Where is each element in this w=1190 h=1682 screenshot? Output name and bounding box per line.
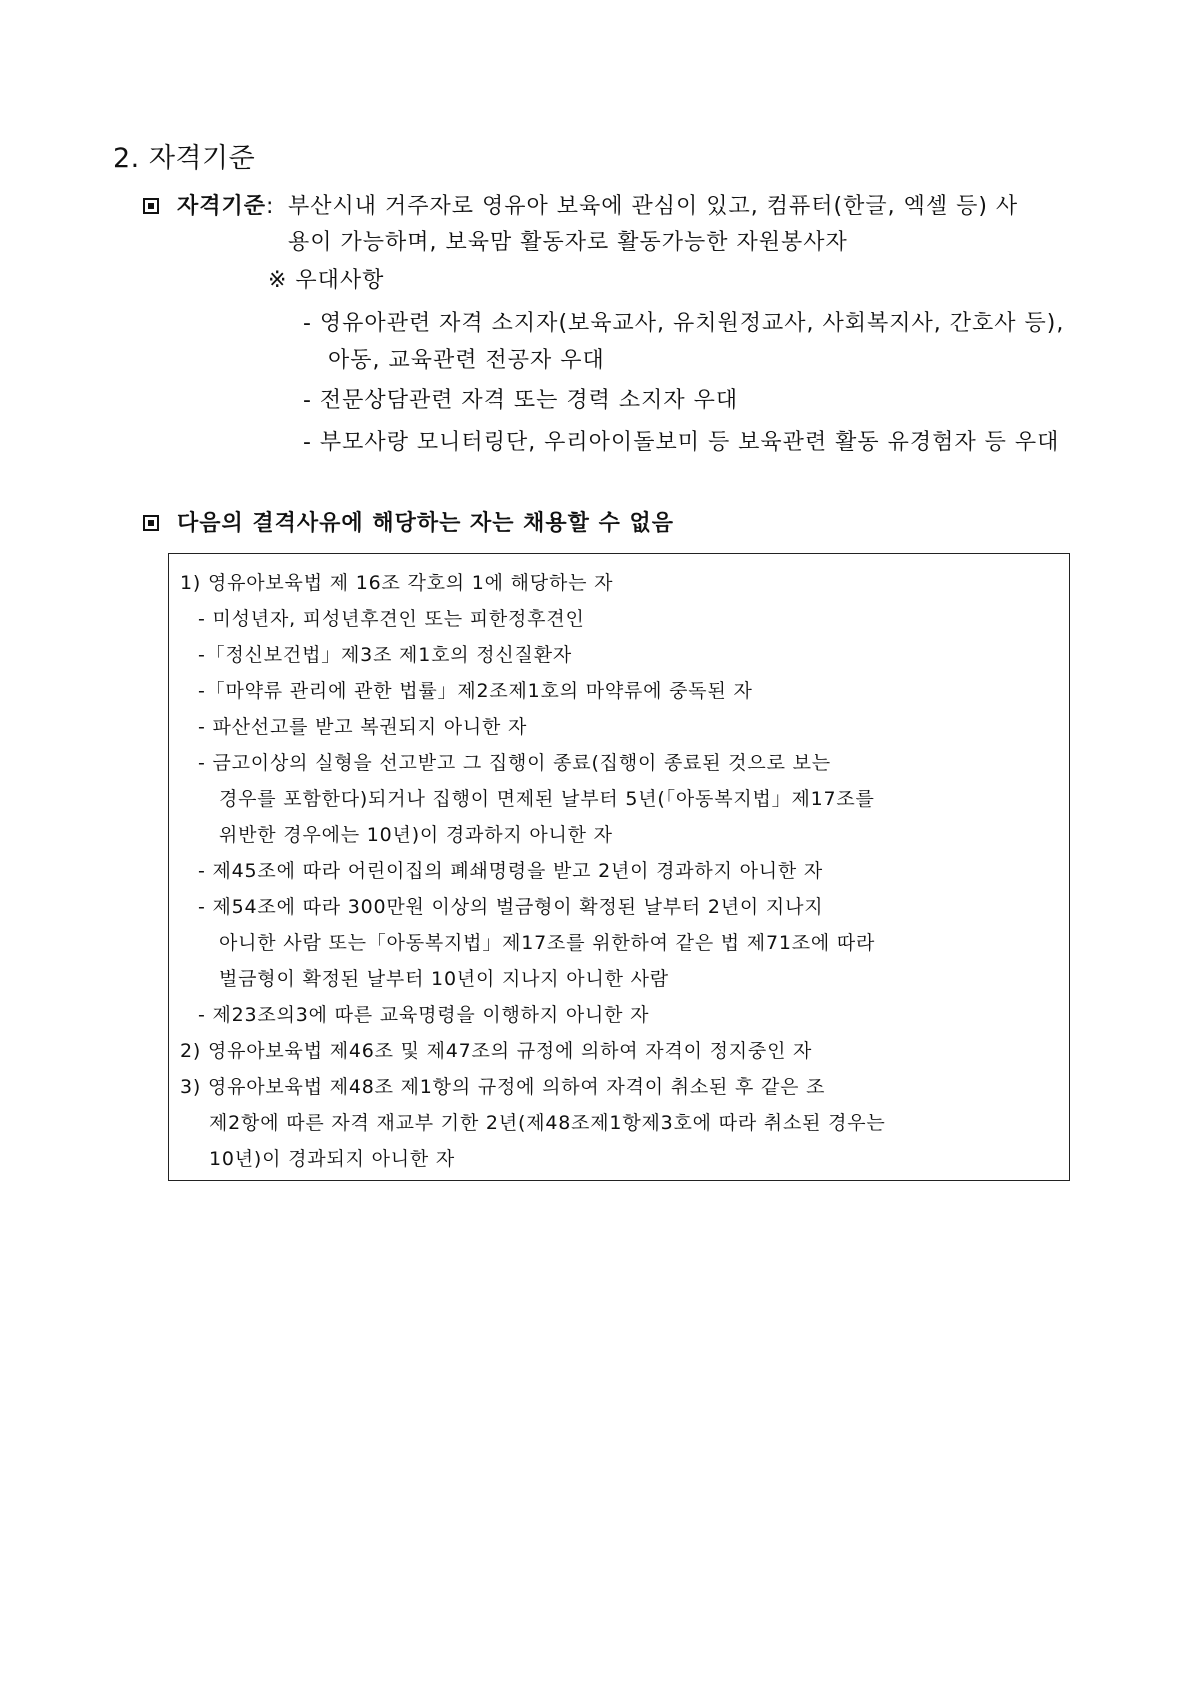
disqualification-line: 제2항에 따른 자격 재교부 기한 2년(제48조제1항제3호에 따라 취소된 경우는 (209, 1112, 886, 1134)
disqualification-line: 10년)이 경과되지 아니한 자 (209, 1148, 456, 1170)
criteria-text-line2: 용이 가능하며, 보육맘 활동자로 활동가능한 자원봉사자 (288, 230, 848, 255)
disqualification-line: 아니한 사람 또는「아동복지법」제17조를 위한하여 같은 법 제71조에 따라 (219, 932, 876, 954)
preference-item: 아동, 교육관련 전공자 우대 (328, 348, 605, 373)
disqualification-heading (143, 506, 674, 537)
disqualification-line: - 금고이상의 실형을 선고받고 그 집행이 종료(집행이 종료된 것으로 보는 (198, 752, 831, 774)
disqualification-line: - 파산선고를 받고 복권되지 아니한 자 (198, 716, 528, 738)
disqualification-line: 위반한 경우에는 10년)이 경과하지 아니한 자 (219, 824, 613, 846)
criteria-row (143, 189, 274, 220)
preference-title: ※ 우대사항 (268, 268, 385, 293)
disqualification-line: 1) 영유아보육법 제 16조 각호의 1에 해당하는 자 (180, 572, 614, 594)
criteria-label: 자격기준 (177, 194, 267, 219)
preference-item: - 전문상담관련 자격 또는 경력 소지자 우대 (303, 388, 739, 413)
boxed-square-icon (143, 515, 159, 531)
disqualification-line: -「정신보건법」제3조 제1호의 정신질환자 (198, 644, 573, 666)
preference-item: - 영유아관련 자격 소지자(보육교사, 유치원정교사, 사회복지사, 간호사 등), (303, 311, 1065, 336)
disqualification-line: 2) 영유아보육법 제46조 및 제47조의 규정에 의하여 자격이 정지중인 자 (180, 1040, 813, 1062)
disqualification-line: 경우를 포함한다)되거나 집행이 면제된 날부터 5년(「아동복지법」제17조를 (219, 788, 875, 810)
disqualification-line: 3) 영유아보육법 제48조 제1항의 규정에 의하여 자격이 취소된 후 같은 조 (180, 1076, 826, 1098)
disqualification-line: -「마약류 관리에 관한 법률」제2조제1호의 마약류에 중독된 자 (198, 680, 753, 702)
disqualification-line: - 제23조의3에 따른 교육명령을 이행하지 아니한 자 (198, 1004, 650, 1026)
criteria-colon: : (266, 194, 275, 219)
criteria-text-line1: 부산시내 거주자로 영유아 보육에 관심이 있고, 컴퓨터(한글, 엑셀 등) 사 (288, 194, 1019, 219)
section-title: 2. 자격기준 (113, 143, 256, 174)
disqualification-line: 벌금형이 확정된 날부터 10년이 지나지 아니한 사람 (219, 968, 669, 990)
disqualification-line: - 제54조에 따라 300만원 이상의 벌금형이 확정된 날부터 2년이 지나지 (198, 896, 824, 918)
disqualification-line: - 미성년자, 피성년후견인 또는 피한정후견인 (198, 608, 585, 630)
preference-item: - 부모사랑 모니터링단, 우리아이돌보미 등 보육관련 활동 유경험자 등 우대 (303, 430, 1060, 455)
boxed-square-icon (143, 198, 159, 214)
disqualification-title: 다음의 결격사유에 해당하는 자는 채용할 수 없음 (177, 511, 674, 536)
disqualification-line: - 제45조에 따라 어린이집의 폐쇄명령을 받고 2년이 경과하지 아니한 자 (198, 860, 824, 882)
